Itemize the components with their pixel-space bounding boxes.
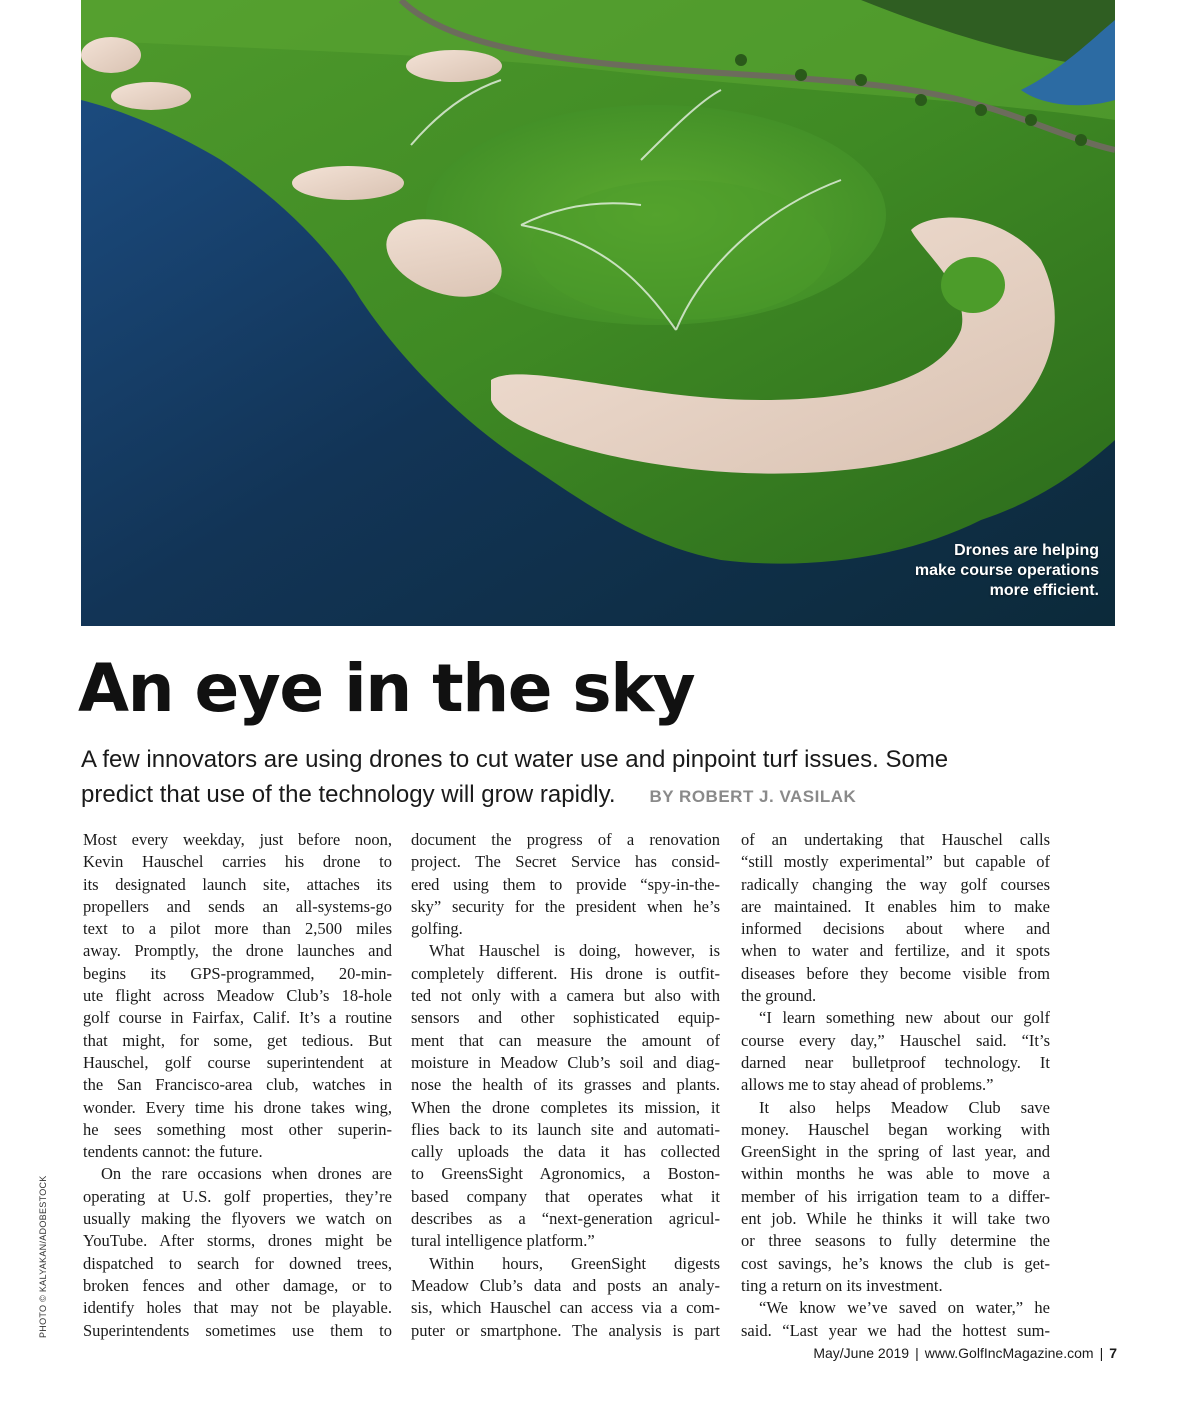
body-text-line: “I learn something new about our golf — [759, 1008, 1050, 1028]
body-text-line: the ground. — [741, 986, 817, 1006]
body-text-line: What Hauschel is doing, however, is — [429, 941, 720, 961]
body-text-line: Within hours, GreenSight digests — [429, 1253, 720, 1273]
body-text-line: “We know we’ve saved on water,” he — [759, 1298, 1050, 1318]
footer-separator: | — [1099, 1345, 1104, 1361]
body-text-line: completely different. His drone is outfit- — [411, 963, 720, 983]
byline: BY ROBERT J. VASILAK — [649, 787, 857, 806]
body-text-line: course every day,” Hauschel said. “It’s — [741, 1030, 1050, 1050]
body-text-line: ted not only with a camera but also with — [411, 986, 720, 1006]
body-text-line: operating at U.S. golf properties, they’re — [83, 1186, 392, 1206]
footer-separator: | — [915, 1345, 919, 1361]
sand-bunker — [81, 37, 141, 73]
body-text-line: said. “Last year we had the hottest sum- — [741, 1320, 1050, 1340]
body-text-line: dispatched to search for downed trees, — [83, 1253, 392, 1273]
body-text-line: are maintained. It enables him to make — [741, 896, 1050, 916]
body-text-line: broken fences and other damage, or to — [83, 1275, 392, 1295]
body-text-line: sky” security for the president when he’s — [411, 896, 720, 916]
body-text-line: based company that operates what it — [411, 1186, 720, 1206]
body-text-line: cally uploads the data it has collected — [411, 1142, 720, 1162]
body-text-line: ent job. While he thinks it will take two — [741, 1209, 1050, 1229]
body-text-line: darned near bulletproof technology. It — [741, 1052, 1050, 1072]
page-number: 7 — [1109, 1345, 1117, 1361]
body-text-line: allows me to stay ahead of problems.” — [741, 1075, 994, 1095]
body-text-line: describes as a “next-generation agricul- — [411, 1209, 720, 1229]
body-text-line: tendents cannot: the future. — [83, 1142, 263, 1162]
body-text-line: ered using them to provide “spy-in-the- — [411, 874, 720, 894]
body-text-line: YouTube. After storms, drones might be — [83, 1231, 392, 1251]
caption-line: more efficient. — [989, 582, 1099, 599]
body-text-line: On the rare occasions when drones are — [101, 1164, 392, 1184]
article-column-2 — [411, 829, 720, 1342]
body-text-line: when to water and fertilize, and it spots — [741, 941, 1050, 961]
page-footer — [813, 1345, 1117, 1361]
body-text-line: text to a pilot more than 2,500 miles — [83, 919, 392, 939]
body-text-line: puter or smartphone. The analysis is part — [411, 1320, 720, 1340]
issue-date: May/June 2019 — [813, 1345, 910, 1361]
body-text-line: radically changing the way golf courses — [741, 874, 1050, 894]
article-column-1 — [83, 829, 392, 1342]
body-text-line: nose the health of its grasses and plants. — [411, 1075, 720, 1095]
body-text-line: ute flight across Meadow Club’s 18-hole — [83, 986, 392, 1006]
body-text-line: golfing. — [411, 919, 463, 939]
body-text-line: its designated launch site, attaches its — [83, 874, 392, 894]
body-text-line: document the progress of a renovation — [411, 830, 720, 849]
deck-line-text: predict that use of the technology will grow rapidly. — [81, 781, 616, 808]
body-text-line: money. Hauschel began working with — [741, 1119, 1050, 1139]
caption-line: Drones are helping — [954, 542, 1099, 559]
body-text-line: ting a return on its investment. — [741, 1275, 943, 1295]
headline: An eye in the sky — [78, 650, 695, 727]
body-text-line: he sees something most other superin- — [83, 1119, 392, 1139]
body-text-line: identify holes that may not be playable. — [83, 1298, 392, 1318]
body-text-line: GreenSight in the spring of last year, and — [741, 1142, 1050, 1162]
body-text-line: “still mostly experimental” but capable of — [741, 852, 1050, 872]
body-text-line: to GreensSight Agronomics, a Boston- — [411, 1164, 720, 1184]
body-text-line: project. The Secret Service has consid- — [411, 852, 720, 872]
body-text-line: usually making the flyovers we watch on — [83, 1209, 392, 1229]
body-text-line: diseases before they become visible from — [741, 963, 1050, 983]
body-text-line: ment that can measure the amount of — [411, 1030, 720, 1050]
body-text-line: away. Promptly, the drone launches and — [83, 941, 392, 961]
website: www.GolfIncMagazine.com — [924, 1345, 1094, 1361]
body-text-line: begins its GPS-programmed, 20-min- — [83, 963, 392, 983]
body-text-line: Superintendents sometimes use them to — [83, 1320, 392, 1340]
green-highlight — [531, 180, 831, 320]
deck-line — [81, 777, 1121, 814]
body-text-line: When the drone completes its mission, it — [411, 1097, 720, 1117]
photo-credit: PHOTO © KALYAKAN/ADOBESTOCK — [38, 1175, 48, 1338]
body-text-line: golf course in Fairfax, Calif. It’s a routine — [83, 1008, 392, 1028]
article-column-3 — [741, 829, 1050, 1342]
golf-course-aerial-illustration — [81, 0, 1115, 626]
bunker-island — [941, 257, 1005, 313]
body-text-line: cost savings, he’s knows the club is get- — [741, 1253, 1050, 1273]
caption-line: make course operations — [914, 562, 1099, 579]
body-text-line: of an undertaking that Hauschel calls — [741, 830, 1050, 849]
body-text-line: Most every weekday, just before noon, — [83, 830, 392, 849]
body-text-line: Meadow Club’s data and posts an analy- — [411, 1275, 720, 1295]
body-text-line: Kevin Hauschel carries his drone to — [83, 852, 392, 872]
body-text-line: or three seasons to fully determine the — [741, 1231, 1050, 1251]
body-text-line: propellers and sends an all-systems-go — [83, 896, 392, 916]
body-text-line: Hauschel, golf course superintendent at — [83, 1052, 392, 1072]
body-text-line: within months he was able to move a — [741, 1164, 1050, 1184]
body-text-line: wonder. Every time his drone takes wing, — [83, 1097, 392, 1117]
body-text-line: tural intelligence platform.” — [411, 1231, 595, 1251]
sand-bunker — [292, 166, 404, 200]
body-text-line: the San Francisco-area club, watches in — [83, 1075, 392, 1095]
deck — [81, 742, 1121, 814]
body-text-line: sensors and other sophisticated equip- — [411, 1008, 720, 1028]
deck-line: A few innovators are using drones to cut water use and pinpoint turf issues. Some — [81, 746, 949, 773]
body-text-line: member of his irrigation team to a differ- — [741, 1186, 1050, 1206]
body-text-line: informed decisions about where and — [741, 919, 1050, 939]
body-text-line: moisture in Meadow Club’s soil and diag- — [411, 1052, 720, 1072]
hero-photo — [81, 0, 1115, 626]
photo-caption — [915, 541, 1099, 601]
sand-bunker — [111, 82, 191, 110]
body-text-line: flies back to its launch site and automati- — [411, 1119, 720, 1139]
body-text-line: sis, which Hauschel can access via a com- — [411, 1298, 720, 1318]
body-text-line: It also helps Meadow Club save — [759, 1097, 1050, 1117]
sand-bunker — [406, 50, 502, 82]
body-text-line: that might, for some, get tedious. But — [83, 1030, 392, 1050]
